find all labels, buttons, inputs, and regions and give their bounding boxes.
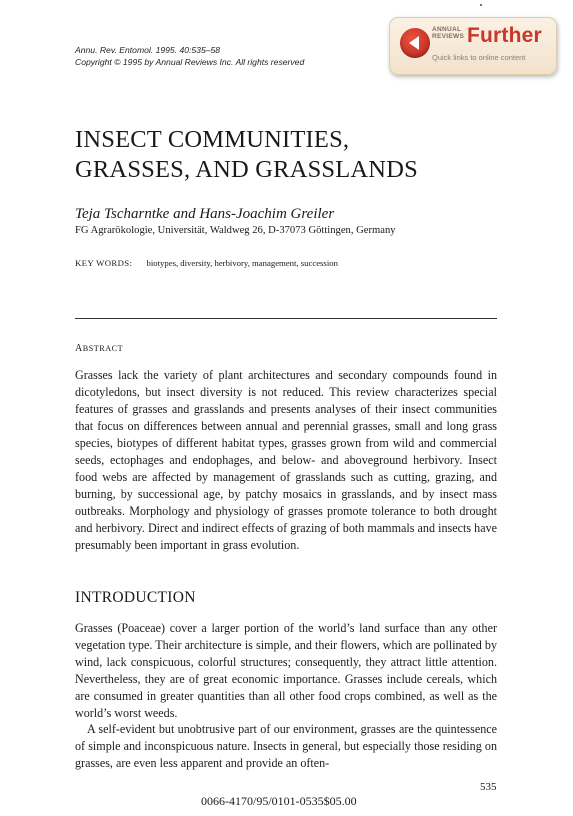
speck-mark [480,4,482,6]
journal-reference [75,44,304,68]
keywords-label: KEY WORDS: [75,258,133,268]
article-code: 0066-4170/95/0101-0535$05.00 [201,794,357,808]
introduction-heading: INTRODUCTION [75,589,196,606]
introduction-paragraph-2: A self-evident but unobtrusive part of our environment, grasses are the quintessence of simple and inconspicuous nature. Insects in general, but especially those residing on grasses, are even less apparent and provide an often- [75,722,497,770]
further-subtitle: Quick links to online content [432,53,526,62]
further-link-badge[interactable] [389,17,557,75]
divider-rule [75,318,497,319]
abstract-heading: ABSTRACT [75,343,124,354]
journal-citation: Annu. Rev. Entomol. 1995. 40:535–58 [75,45,221,55]
page-number: 535 [480,781,497,793]
copyright-notice: Copyright © 1995 by Annual Reviews Inc. All rights reserved [75,57,305,67]
introduction-paragraph-1: Grasses (Poaceae) cover a larger portion of the world’s land surface than any other vegetation type. Their architecture is simple, and their flowers, which are pollinated by wind, lack conspicuous, colorful structures; consequently, they attract little attention. Nevertheless, they are of great economic importance. Grasses include cereals, which are consumed in greater quantities than all other food crops combined, as well as the world’s worst weeds. [75,621,497,720]
title-line-1: INSECT COMMUNITIES, [75,126,350,153]
authors: Teja Tscharntke and Hans-Joachim Greiler [75,206,335,222]
back-arrow-icon [400,28,430,58]
affiliation: FG Agrarökologie, Universität, Waldweg 26, D-37073 Göttingen, Germany [75,225,396,236]
article-title [75,125,418,185]
keywords [75,258,338,268]
title-line-2: GRASSES, AND GRASSLANDS [75,156,418,183]
further-label: Further [467,24,542,47]
keywords-list: biotypes, diversity, herbivory, management, succession [146,258,338,268]
abstract-text: Grasses lack the variety of plant architectures and secondary compounds found in dicotyledons, but insect diversity is not reduced. This review characterizes special features of grasses and grasslands and presents analyses of their insect communities that focus on differences between annual and perennial grasses, small and long grass species, biotypes of different habitat types, grasses grown from wild and commercial seeds, ectophages and endophages, and below- and aboveground herbivory. Insect food webs are affected by management of grasslands such as cutting, grazing, and burning, by successional age, by patchy mosaics in grasslands, and by insect mass outbreaks. Morphology and physiology of grasses promote tolerance to both drought and herbivory. Direct and indirect effects of grazing of both mammals and insects have presumably been important in grass evolution. [75,368,497,552]
annual-reviews-logo-text: ANNUAL REVIEWS [432,26,465,40]
